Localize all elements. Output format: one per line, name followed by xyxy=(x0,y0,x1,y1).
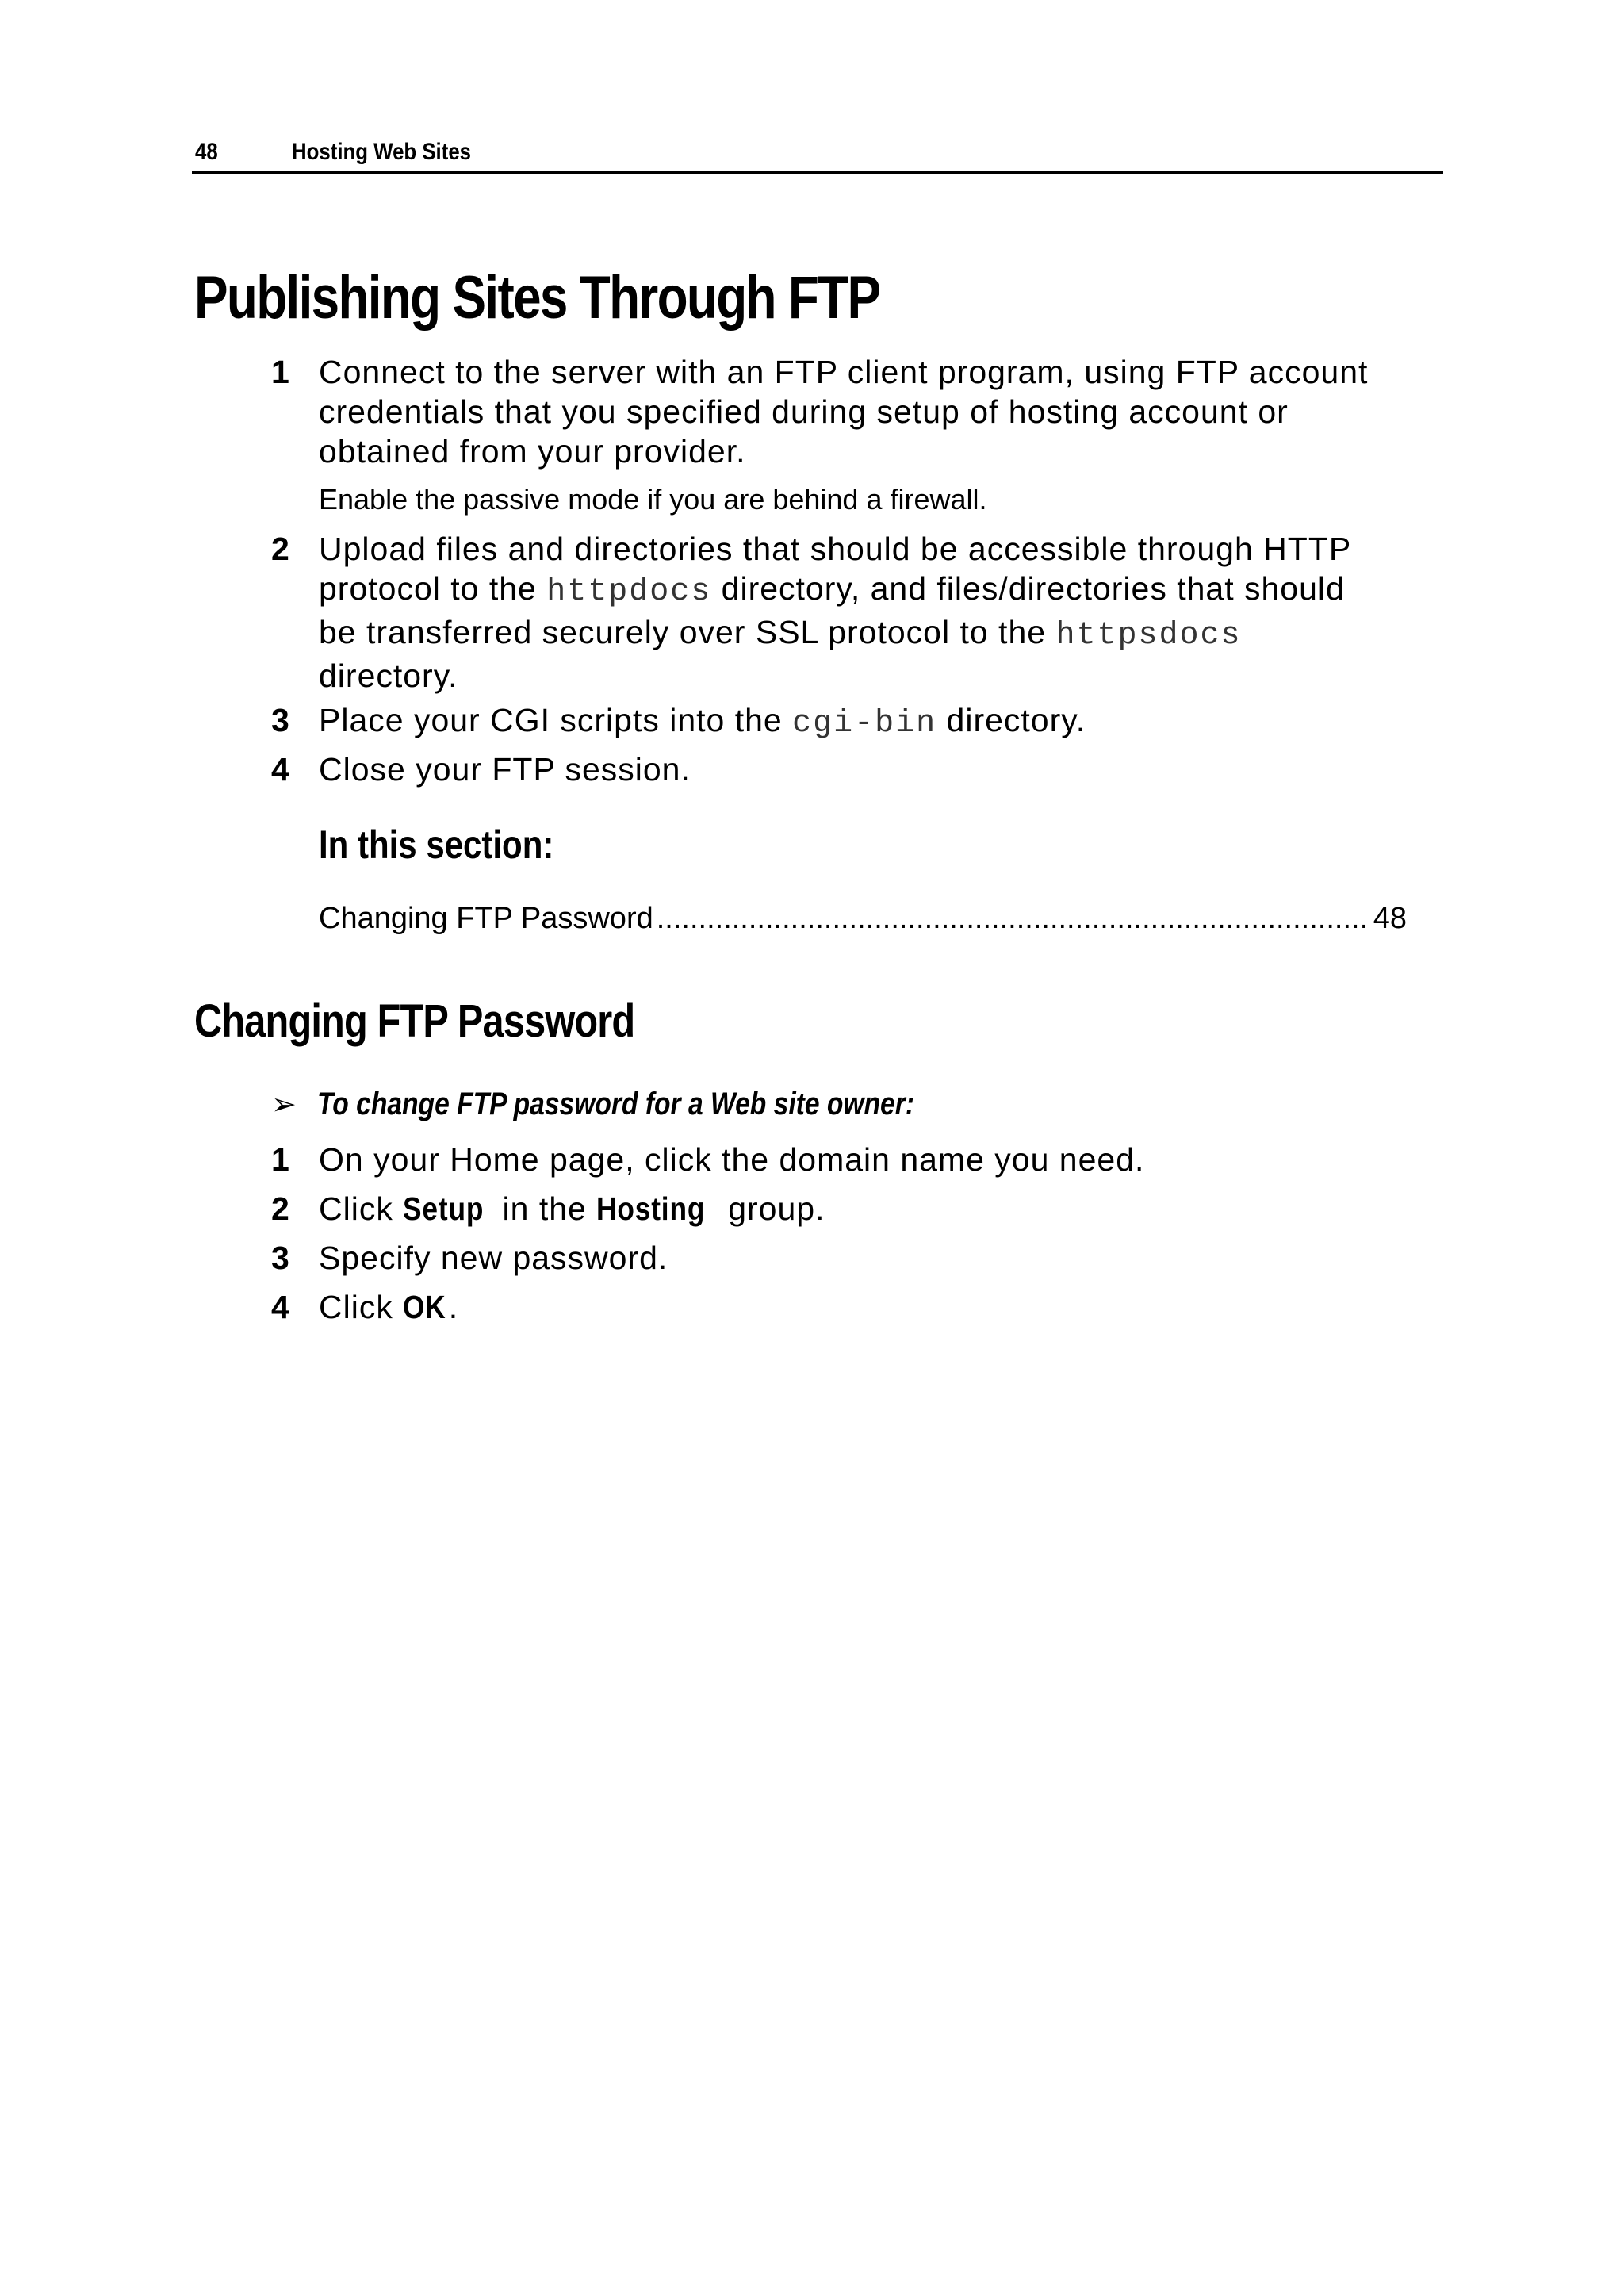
step-number: 4 xyxy=(271,751,290,788)
step-text-line: Upload files and directories that should be accessible through HTTP xyxy=(319,531,1352,567)
step-text-line: Connect to the server with an FTP client program, using FTP account xyxy=(319,354,1369,390)
toc-entry-label[interactable]: Changing FTP Password xyxy=(319,902,653,935)
toc-dot-leader xyxy=(657,900,1370,937)
section-title-changing-ftp-password: Changing FTP Password xyxy=(194,995,635,1047)
text-segment: Click xyxy=(319,1190,404,1227)
ui-term-ok: OK xyxy=(403,1289,446,1325)
step-number: 1 xyxy=(271,354,290,390)
text-segment: . xyxy=(448,1289,459,1325)
step-number: 4 xyxy=(271,1289,290,1325)
step-text-line xyxy=(319,612,1477,656)
text-segment: protocol to the xyxy=(319,570,547,607)
text-segment: group. xyxy=(718,1190,825,1227)
chapter-title: Hosting Web Sites xyxy=(292,139,472,165)
in-this-section-heading: In this section: xyxy=(319,822,554,867)
step-text xyxy=(319,529,1477,696)
page-header xyxy=(192,136,1443,174)
code-httpdocs: httpdocs xyxy=(546,574,712,610)
page-number: 48 xyxy=(195,139,218,165)
step-text: Specify new password. xyxy=(319,1240,668,1276)
text-segment: Click xyxy=(319,1289,404,1325)
section-title-publishing-ftp: Publishing Sites Through FTP xyxy=(194,264,880,332)
step-number: 3 xyxy=(271,702,290,738)
step-number: 2 xyxy=(271,531,290,567)
text-segment: directory, and files/directories that should xyxy=(711,570,1345,607)
step-number: 1 xyxy=(271,1141,290,1178)
ui-term-hosting: Hosting xyxy=(596,1190,706,1227)
text-segment: Place your CGI scripts into the xyxy=(319,702,793,738)
step-text xyxy=(319,700,1477,744)
code-httpsdocs: httpsdocs xyxy=(1055,618,1242,654)
procedure-title: To change FTP password for a Web site owner: xyxy=(317,1087,915,1121)
step-number: 3 xyxy=(271,1240,290,1276)
step-text-line xyxy=(319,569,1477,612)
toc-entry-changing-ftp-password[interactable] xyxy=(319,900,1407,937)
step-text xyxy=(319,352,1477,471)
step-number: 2 xyxy=(271,1190,290,1227)
ui-term-setup: Setup xyxy=(403,1190,485,1227)
step-text-line: obtained from your provider. xyxy=(319,433,746,470)
arrow-bullet-icon: ➢ xyxy=(271,1088,297,1121)
text-segment: in the xyxy=(492,1190,597,1227)
text-segment: be transferred securely over SSL protocol to the xyxy=(319,614,1056,650)
step-text-line: directory. xyxy=(319,657,458,694)
procedure-heading xyxy=(271,1083,1028,1125)
toc-entry-page[interactable]: 48 xyxy=(1373,902,1407,935)
step-text-line: credentials that you specified during setup of hosting account or xyxy=(319,393,1289,430)
step-text: On your Home page, click the domain name you need. xyxy=(319,1141,1145,1178)
code-cgi-bin: cgi-bin xyxy=(792,706,937,742)
note-passive-mode: Enable the passive mode if you are behind a firewall. xyxy=(319,483,987,516)
text-segment: directory. xyxy=(936,702,1086,738)
step-text: Close your FTP session. xyxy=(319,751,691,788)
step-text xyxy=(319,1189,1477,1228)
step-text xyxy=(319,1287,1477,1327)
